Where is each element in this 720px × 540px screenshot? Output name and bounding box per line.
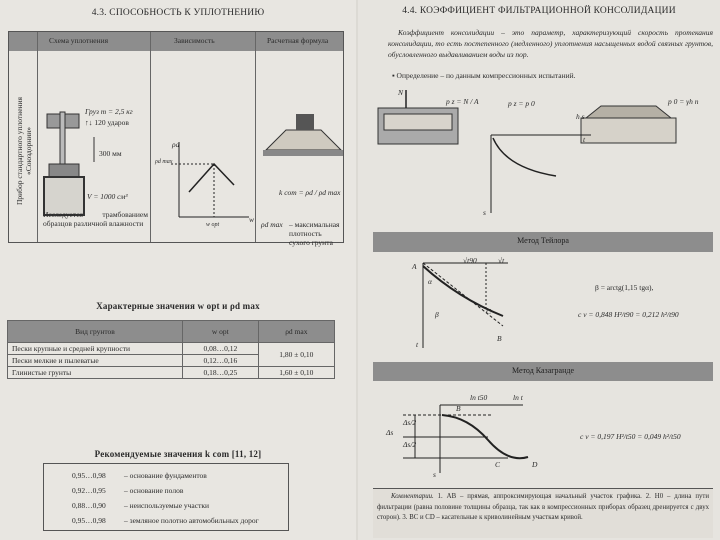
casa-B-label: B bbox=[456, 404, 461, 413]
comment-box bbox=[373, 488, 713, 538]
cell: 1,80 ± 0,10 bbox=[258, 343, 334, 367]
beta-label: β bbox=[435, 310, 439, 319]
comment-text: 1. AB – прямая, аппроксимирующая начальный участок графика. 2. H0 – длина пути фильтрации (равна половине толщины образца, так как в компрессионных приборах образец дренируется с двух сторон). 3. BC и CD – касательные к криволинейным участкам кривой. bbox=[377, 493, 709, 521]
table-row bbox=[8, 343, 335, 355]
w-opt-label: w opt bbox=[206, 222, 220, 228]
cell: 0,18…0,25 bbox=[183, 367, 259, 379]
casa-s-label: s bbox=[433, 470, 436, 479]
rho-max-label: ρd max bbox=[155, 159, 173, 165]
side-label: Прибор стандартного уплотнения «Союздорнии» bbox=[15, 96, 33, 206]
taylor-t-label: t bbox=[416, 340, 419, 349]
weight-label: Груз m = 2,5 кг bbox=[85, 107, 133, 116]
cell: Пески мелкие и пылеватые bbox=[8, 355, 183, 367]
kcom-formula: k com = ρd / ρd max bbox=[279, 188, 341, 197]
compaction-table bbox=[8, 31, 344, 247]
casa-C-label: C bbox=[495, 460, 501, 469]
cell: 0,08…0,12 bbox=[183, 343, 259, 355]
header-scheme: Схема уплотнения bbox=[49, 36, 109, 45]
ds-label: Δs bbox=[386, 428, 394, 437]
rec-desc: – основание полов bbox=[124, 486, 184, 495]
cell: Глинистые грунты bbox=[8, 367, 183, 379]
char-values-table bbox=[7, 320, 335, 379]
pz-formula: p z = N / A bbox=[446, 97, 479, 106]
rec-value: 0,95…0,98 bbox=[72, 516, 106, 525]
cv-taylor-formula: c v = 0,848 H²/t90 = 0,212 h²/t90 bbox=[578, 310, 679, 319]
rec-desc: – неиспользуемые участки bbox=[124, 501, 210, 510]
blows-label: ↑↓ 120 ударов bbox=[85, 118, 129, 127]
rec-value: 0,95…0,98 bbox=[72, 471, 106, 480]
list-item bbox=[72, 468, 288, 483]
rho-d-label: ρd bbox=[172, 140, 180, 149]
list-item bbox=[72, 483, 288, 498]
C-label: C bbox=[486, 307, 492, 316]
section-title-4-3: 4.3. СПОСОБНОСТЬ К УПЛОТНЕНИЮ bbox=[91, 8, 265, 18]
N-label: N bbox=[398, 88, 404, 97]
cell: 0,12…0,16 bbox=[183, 355, 259, 367]
p0-formula: p 0 = γh n bbox=[668, 97, 699, 106]
list-item bbox=[72, 498, 288, 513]
rec-value: 0,92…0,95 bbox=[72, 486, 106, 495]
ln-t50-label: ln t50 bbox=[470, 393, 488, 402]
sqrt-t90-label: √t90 bbox=[463, 256, 477, 265]
taylor-method-header: Метод Тейлора bbox=[373, 232, 713, 252]
casagrande-method-header: Метод Казагранде bbox=[373, 362, 713, 381]
volume-label: V = 1000 см³ bbox=[87, 192, 128, 201]
rho-max-symbol: ρd max bbox=[261, 220, 283, 229]
alpha-label: α bbox=[428, 277, 432, 286]
ds-half-1: Δs/2 bbox=[403, 418, 417, 427]
cv-casagrande-formula: c v = 0,197 H²/t50 = 0,049 h²/t50 bbox=[580, 432, 681, 441]
list-item bbox=[72, 513, 288, 528]
bulldozer-embankment-drawing bbox=[261, 112, 345, 162]
rec-value: 0,88…0,90 bbox=[72, 501, 106, 510]
header-dependence: Зависимость bbox=[174, 36, 215, 45]
right-page bbox=[358, 0, 720, 540]
ln-t-label: ln t bbox=[513, 393, 523, 402]
col-soil-type: Вид грунтов bbox=[8, 321, 183, 343]
w-label: w bbox=[249, 215, 255, 224]
height-label: 300 мм bbox=[99, 149, 122, 158]
rec-desc: – основание фундаментов bbox=[124, 471, 207, 480]
casa-D-label: D bbox=[532, 460, 538, 469]
A-label: A bbox=[412, 262, 417, 271]
cell: Пески крупные и средней крупности bbox=[8, 343, 183, 355]
B-label: B bbox=[497, 334, 502, 343]
col-w-opt: w opt bbox=[183, 321, 259, 343]
scheme-note: Исследуется трамбованием образцов различной влажности bbox=[43, 210, 148, 228]
compaction-curve bbox=[159, 102, 254, 232]
method-bullet: ▪ Определение – по данным компрессионных испытаний. bbox=[392, 71, 576, 80]
casagrande-graph bbox=[398, 395, 533, 475]
pz-p0-formula: p z = p 0 bbox=[508, 99, 535, 108]
intro-paragraph: Коэффициент консолидации – это параметр, характеризующий скорость протекания консолидации, то есть постепенного (медленного) уплотнения насыщенных водой связных грунтов, обусловленного выдавливанием воды из пор. bbox=[388, 28, 713, 59]
rec-values-title: Рекомендуемые значения k com [11, 12] bbox=[94, 449, 262, 459]
compression-test-diagrams bbox=[376, 88, 720, 223]
col-rho-max: ρd max bbox=[258, 321, 334, 343]
char-values-title: Характерные значения w opt и ρd max bbox=[96, 301, 260, 311]
header-formula: Расчетная формула bbox=[267, 36, 329, 45]
s-label: s bbox=[483, 208, 486, 217]
cell: 1,60 ± 0,10 bbox=[258, 367, 334, 379]
section-title-4-4: 4.4. КОЭФФИЦИЕНТ ФИЛЬТРАЦИОННОЙ КОНСОЛИДАЦИИ bbox=[402, 6, 676, 16]
rec-values-box bbox=[43, 463, 289, 531]
rec-desc: – земляное полотно автомобильных дорог bbox=[124, 516, 259, 525]
t-label: t bbox=[583, 135, 586, 144]
ds-half-2: Δs/2 bbox=[403, 440, 417, 449]
comment-label: Комментарии. bbox=[391, 493, 434, 500]
table-row bbox=[8, 367, 335, 379]
taylor-graph bbox=[418, 258, 518, 353]
hs-label: h s bbox=[576, 112, 585, 121]
proctor-device-drawing bbox=[39, 82, 149, 222]
sqrt-t-label: √t bbox=[498, 256, 505, 265]
beta-formula: β = arctg(1,15 tgα), bbox=[595, 283, 654, 292]
rho-max-definition: – максимальная плотность сухого грунта bbox=[289, 220, 340, 247]
left-page bbox=[0, 0, 356, 540]
